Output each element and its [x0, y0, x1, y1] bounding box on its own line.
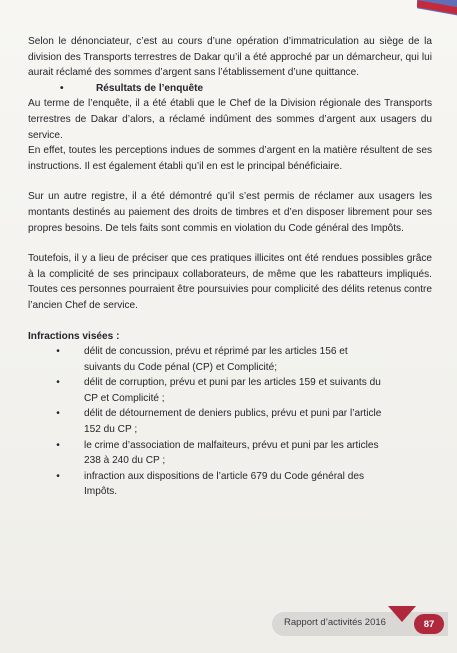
bullet-icon: •: [56, 408, 60, 420]
infraction-text: délit de concussion, prévu et réprimé par les articles 156 et suivants du Code pénal (CP) et Complicité;: [84, 346, 348, 373]
results-heading: [28, 81, 432, 97]
list-item: [28, 438, 432, 469]
bullet-icon: •: [56, 377, 60, 389]
infraction-text: délit de détournement de deniers publics, prévu et puni par l’article 152 du CP ;: [84, 408, 382, 436]
paragraph-timbres: Sur un autre registre, il a été démontré qu’il s’est permis de réclamer aux usagers les montants destinés au paiement des droits de timbres et d’en disposer librement pour ses propres besoins. De tels faits sont commis en violation du Code général des Impôts.: [28, 191, 432, 234]
paragraph-enquete: Au terme de l’enquête, il a été établi que le Chef de la Division régionale des Transports terrestres de Dakar d’alors, a réclamé indûment des sommes d’argent aux usagers du service.: [28, 98, 432, 141]
infraction-text: infraction aux dispositions de l’article 679 du Code général des Impôts.: [84, 470, 364, 498]
list-item: [28, 406, 432, 437]
list-item: [28, 375, 432, 406]
bullet-icon: •: [56, 346, 60, 358]
bullet-icon: •: [56, 439, 60, 451]
infraction-text: délit de corruption, prévu et puni par les articles 159 et suivants du CP et Complicité ;: [84, 377, 381, 404]
list-item: [28, 344, 432, 375]
list-item: [28, 469, 432, 500]
page-number: 87: [414, 614, 444, 634]
infractions-title: Infractions visées :: [28, 330, 120, 342]
paragraph-denonciateur: Selon le dénonciateur, c’est au cours d’une opération d’immatriculation au siège de la division des Transports terrestres de Dakar qu’il a été approché par un démarcheur, qui lui aurait réclamé des sommes d’argent sans l’établissement d’une quittance.: [28, 36, 432, 79]
corner-decoration: [417, 0, 457, 16]
infractions-list: [28, 344, 432, 500]
page-footer: [272, 612, 448, 636]
footer-red-notch: [388, 606, 416, 622]
paragraph-perceptions: En effet, toutes les perceptions indues de sommes d’argent en la matière résultent de ses instructions. Il est également établi qu’il en est le principal bénéficiaire.: [28, 145, 432, 172]
paragraph-complicite: Toutefois, il y a lieu de préciser que ces pratiques illicites ont été rendues possibles grâce à la complicité de ses principaux collaborateurs, de même que les rabatteurs impliqués. Toutes ces personnes pourraient être poursuivies pour complicité des délits retenus contre l’ancien Chef de service.: [28, 253, 432, 311]
bullet-icon: •: [56, 470, 60, 482]
report-label: Rapport d’activités 2016: [284, 617, 386, 628]
body-text: [28, 34, 432, 500]
results-heading-label: Résultats de l’enquête: [96, 82, 204, 94]
infraction-text: le crime d’association de malfaiteurs, prévu et puni par les articles 238 à 240 du CP ;: [84, 439, 379, 467]
bullet-icon: •: [60, 82, 64, 94]
